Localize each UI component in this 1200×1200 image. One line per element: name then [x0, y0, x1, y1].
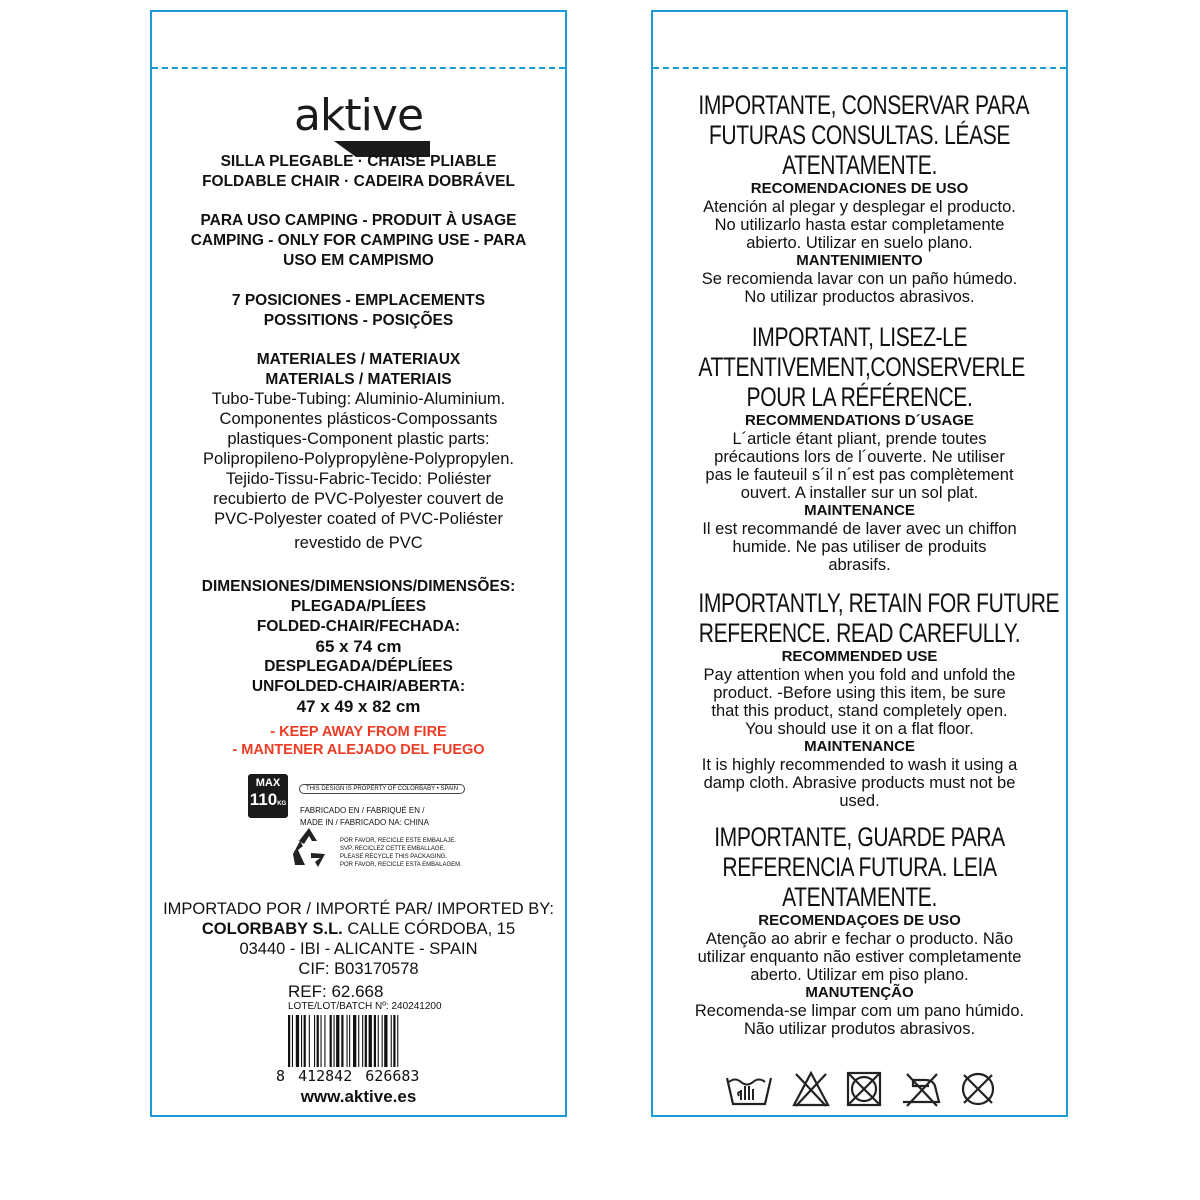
folded-value: 65 x 74 cm — [315, 637, 402, 656]
section-heading: IMPORTANT, LISEZ-LE ATTENTIVEMENT,CONSERVERLE POUR LA RÉFÉRENCE. — [698, 322, 1025, 412]
importer: IMPORTADO POR / IMPORTÉ PAR/ IMPORTED BY: COLORBABY S.L. CALLE CÓRDOBA, 15 03440 - IBI - ALICANTE - SPAIN CIF: B03170578 — [163, 900, 554, 978]
recycle-text: POR FAVOR, RECICLE ESTE EMBALAJE. SVP, RECICLEZ CETTE EMBALLAGE. PLEASE RECYCLE THIS PACKAGING. POR FAVOR, RECICLE ESTA EMBALAGEM. — [340, 838, 462, 868]
ref-code: REF: 62.668 — [288, 982, 384, 1001]
fire-warning: - KEEP AWAY FROM FIRE - MANTENER ALEJADO DEL FUEGO — [232, 724, 485, 758]
section-fr: IMPORTANT, LISEZ-LE ATTENTIVEMENT,CONSERVERLE POUR LA RÉFÉRENCE. RECOMMENDATIONS D´USAGE L´article étant pliant, prende toutes précautions lors de l´ouverte. Ne utiliser pas le fauteuil s´il n´est pas complètement ouvert. A installer sur un sol plat. MAINTENANCE Il est recommandé de laver avec un chiffon humide. Ne pas utiliser de produits abrasifs. — [698, 322, 1025, 574]
positions-text: 7 POSICIONES - EMPLACEMENTS POSSITIONS - POSIÇÕES — [231, 292, 486, 329]
do-not-bleach-icon — [791, 1070, 831, 1108]
materials-title: MATERIALES / MATERIAUX MATERIALS / MATERIAIS — [256, 351, 461, 388]
batch-number: LOTE/LOT/BATCH Nº: 240241200 — [288, 1001, 442, 1012]
made-in: FABRICADO EN / FABRIQUÉ EN / MADE IN / FABRICADO NA: CHINA — [300, 806, 429, 827]
brand-logo — [152, 90, 565, 141]
section-heading: IMPORTANTE, CONSERVAR PARA FUTURAS CONSULTAS. LÉASE ATENTAMENTE. — [698, 90, 1030, 180]
product-names: SILLA PLEGABLE · CHAISE PLIABLE FOLDABLE CHAIR · CADEIRA DOBRÁVEL — [202, 153, 515, 190]
do-not-dry-clean-icon — [959, 1070, 997, 1108]
left-label — [150, 10, 567, 1117]
materials-list: Tubo-Tube-Tubing: Aluminio-Aluminium. Componentes plásticos-Compossants plastiques-Component plastic parts: Polipropileno-Polypropylène-Polypropylen. Tejido-Tissu-Fabric-Tecido: Poliéster recubierto de PVC-Polyester couvert de PVC-Polyester coated of PVC-Poliéster revestido de PVC — [203, 390, 514, 552]
dimensions: DIMENSIONES/DIMENSIONS/DIMENSÕES: PLEGADA/PLÍEES FOLDED-CHAIR/FECHADA: 65 x 74 cm DESPLEGADA/DÉPLÍEES UNFOLDED-CHAIR/ABERTA: 47 x 49 x 82 cm — [152, 577, 565, 717]
tear-line — [152, 67, 565, 69]
website: www.aktive.es — [300, 1087, 417, 1106]
section-en: IMPORTANTLY, RETAIN FOR FUTURE REFERENCE. READ CAREFULLY. RECOMMENDED USE Pay attention when you fold and unfold the product. -Before using this item, be sure that this product, stand completely open. You should use it on a flat floor. MAINTENANCE It is highly recommended to wash it using a damp cloth. Abrasive products must not be used. — [698, 588, 1060, 810]
section-es: IMPORTANTE, CONSERVAR PARA FUTURAS CONSULTAS. LÉASE ATENTAMENTE. RECOMENDACIONES DE USO Atención al plegar y desplegar el producto. No utilizarlo hasta estar completamente abierto. Utilizar en suelo plano. MANTENIMIENTO Se recomienda lavar con un paño húmedo. No utilizar productos abrasivos. — [698, 90, 1030, 306]
barcode — [286, 1015, 438, 1067]
do-not-tumble-dry-icon — [845, 1070, 883, 1108]
section-heading: IMPORTANTLY, RETAIN FOR FUTURE REFERENCE. READ CAREFULLY. — [698, 588, 1060, 648]
section-heading: IMPORTANTE, GUARDE PARA REFERENCIA FUTURA. LEIA ATENTAMENTE. — [714, 822, 1005, 912]
section-pt: IMPORTANTE, GUARDE PARA REFERENCIA FUTURA. LEIA ATENTAMENTE. RECOMENDAÇOES DE USO Atenção ao abrir e fechar o producto. Não utilizar enquanto não estiver completamente aberto. Utilizar em piso plano. MANUTENÇÃO Recomenda-se limpar com um pano húmido. Não utilizar produtos abrasivos. — [694, 822, 1025, 1038]
unfolded-value: 47 x 49 x 82 cm — [296, 697, 421, 716]
property-note: THIS DESIGN IS PROPERTY OF COLORBABY • SPAIN — [299, 784, 465, 794]
recycle-icon — [285, 824, 333, 872]
brand-name: aktive — [293, 90, 424, 141]
hand-wash-icon — [725, 1072, 773, 1108]
do-not-iron-icon — [899, 1070, 943, 1108]
max-weight-badge: MAX 110KG — [248, 774, 288, 818]
tear-line — [653, 67, 1066, 69]
barcode-digits: 8 412842 626683 — [276, 1067, 420, 1085]
right-label — [651, 10, 1068, 1117]
usage-text: PARA USO CAMPING - PRODUIT À USAGE CAMPING - ONLY FOR CAMPING USE - PARA USO EM CAMPISMO — [190, 212, 527, 269]
